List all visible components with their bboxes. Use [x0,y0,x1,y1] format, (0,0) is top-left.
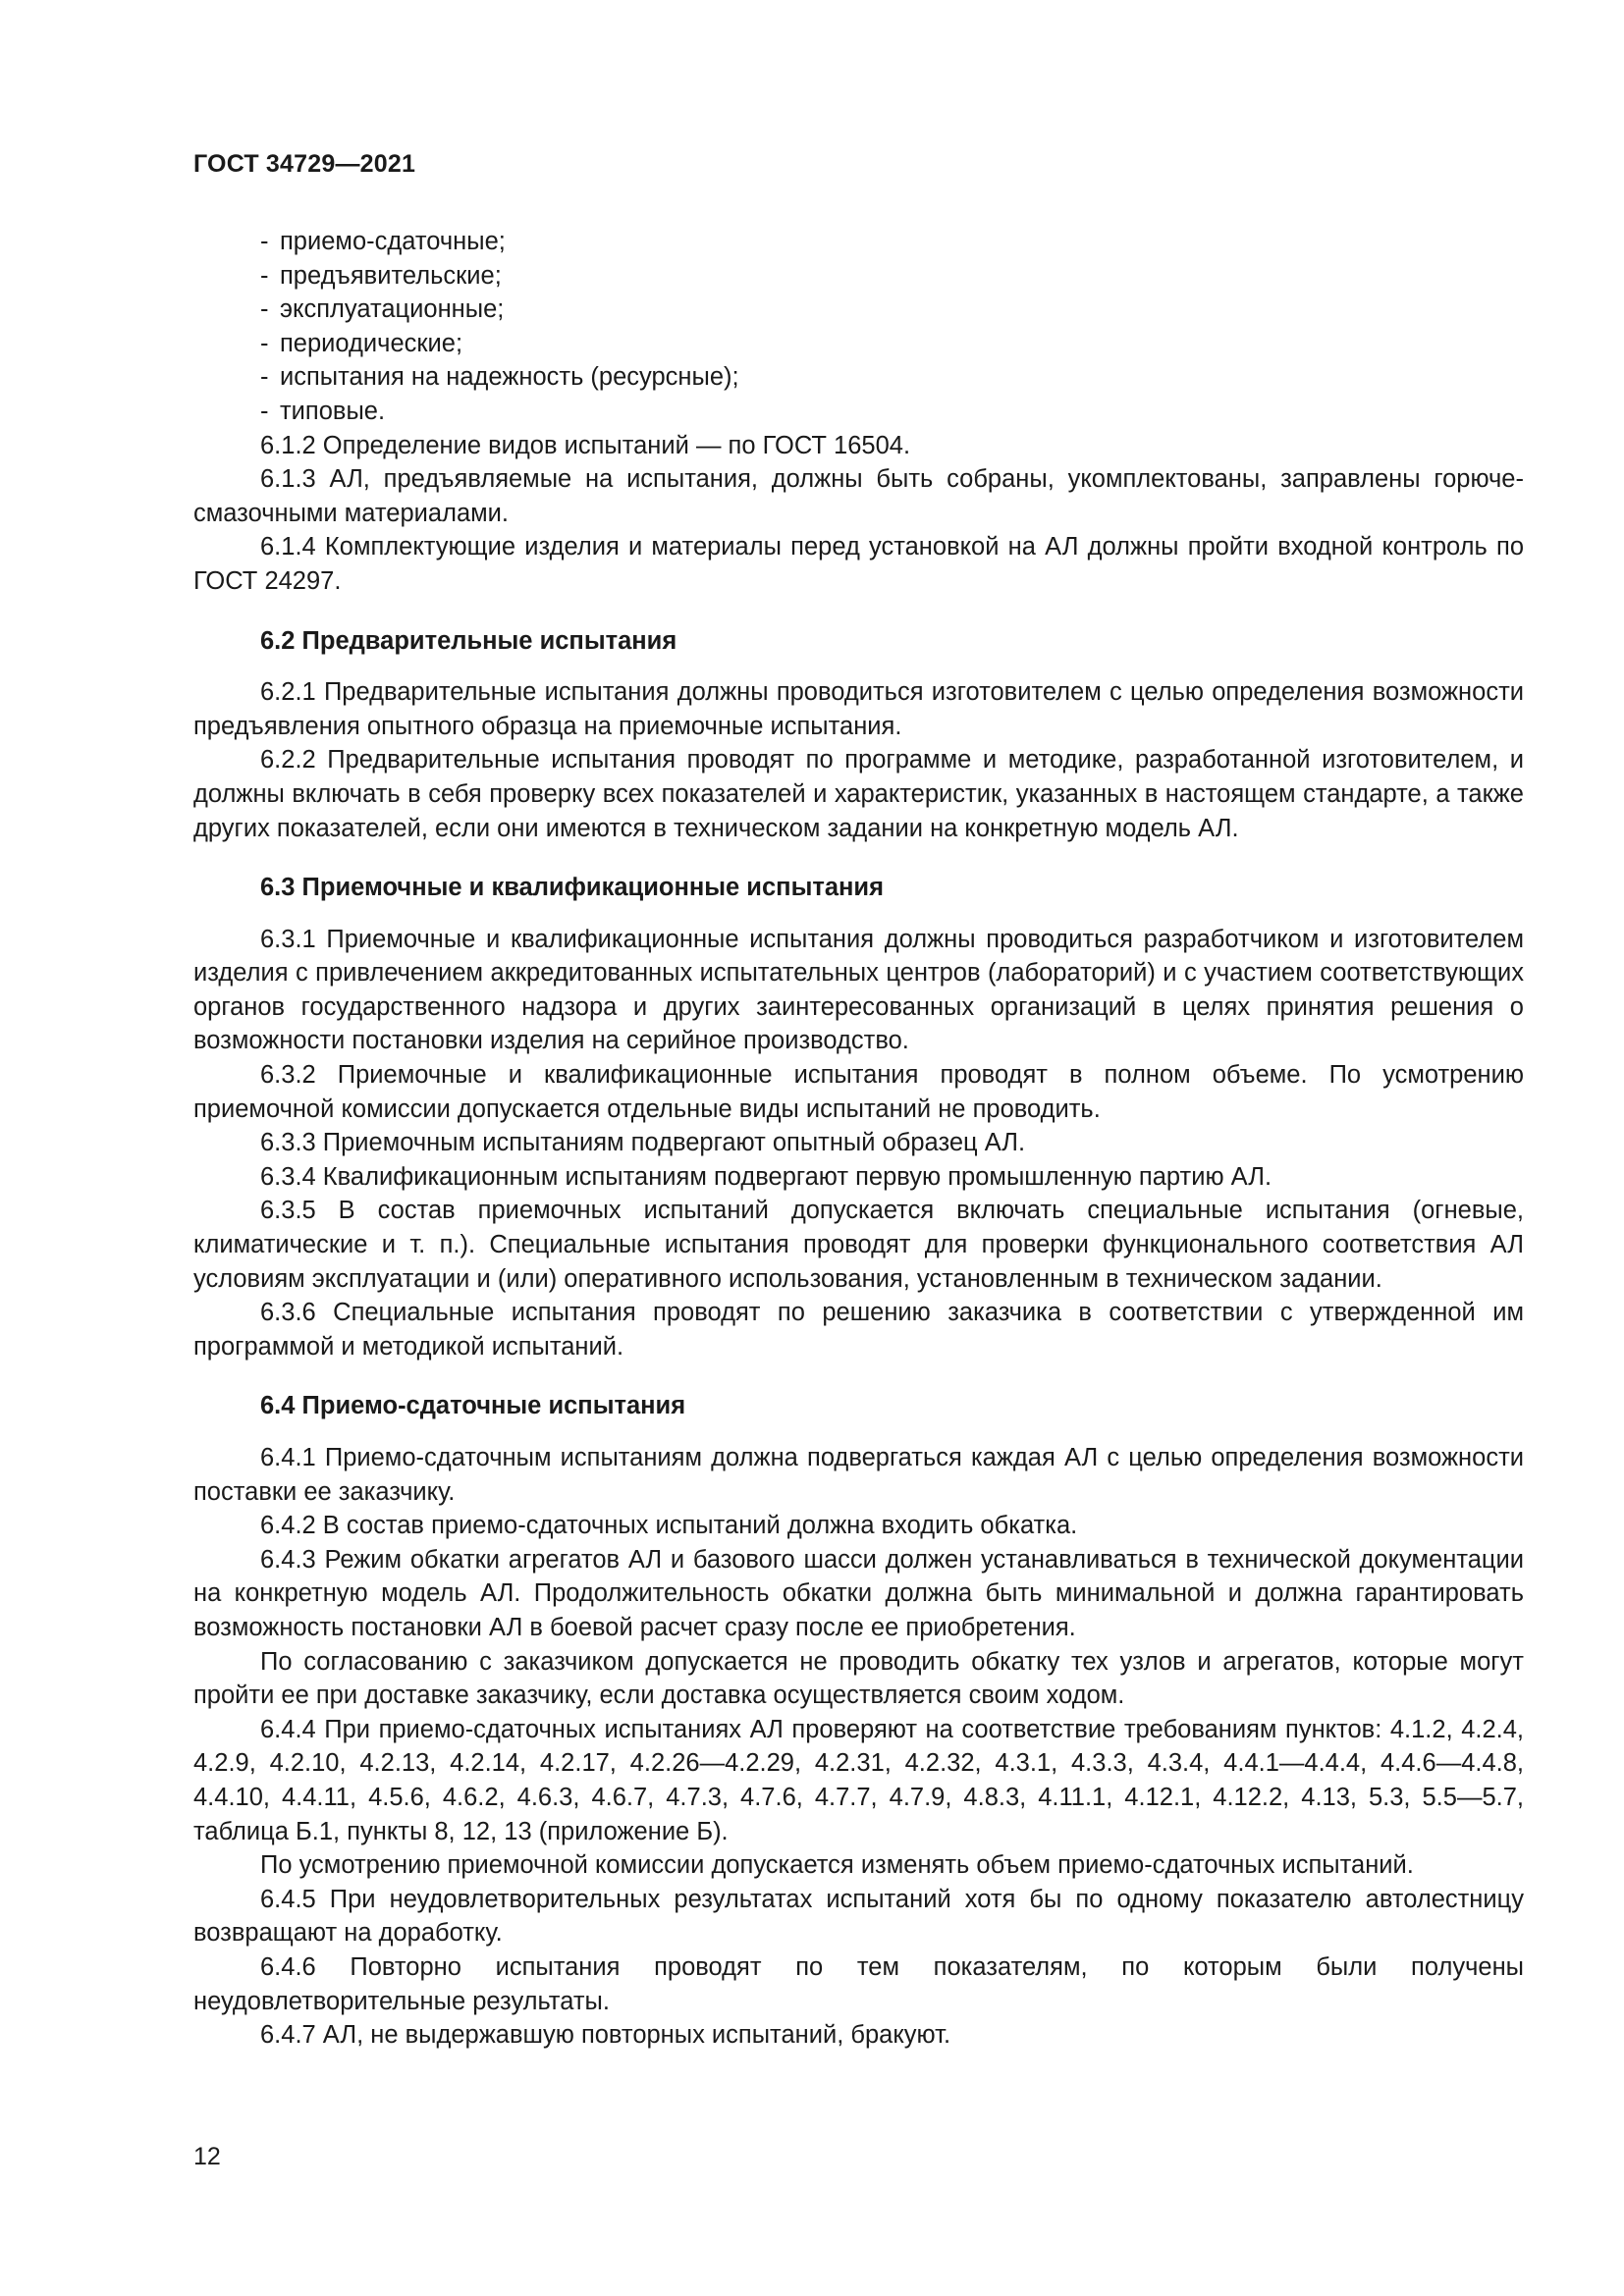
paragraph-6-3-5: 6.3.5 В состав приемочных испытаний допускается включать специальные испытания (огневые, климатические и т. п.). Специальные испытания проводят для проверки функционального соответствия АЛ условиям эксплуатации и (или) оперативного использования, установленным в техническом задании. [193,1197,1524,1293]
paragraph-6-4-3: 6.4.3 Режим обкатки агрегатов АЛ и базового шасси должен устанавливаться в технической документации на конкретную модель АЛ. Продолжительность обкатки должна быть минимальной и должна гарантировать возможность постановки АЛ в боевой расчет сразу после ее приобретения. [193,1545,1524,1641]
paragraph-6-1-2: 6.1.2 Определение видов испытаний — по ГОСТ 16504. [260,431,911,459]
section-heading-6-3: 6.3 Приемочные и квалификационные испытания [260,874,884,902]
list-item-text: приемо-сдаточные; [280,228,506,255]
page-number: 12 [193,2143,221,2170]
list-dash: - [260,329,269,357]
list-item-text: типовые. [280,397,386,425]
list-dash: - [260,295,269,324]
paragraph-6-3-2: 6.3.2 Приемочные и квалификационные испытания проводят в полном объеме. По усмотрению приемочной комиссии допускается отдельные виды испытаний не проводить. [193,1061,1524,1123]
list-item [193,259,1524,294]
paragraph-6-4-7: 6.4.7 АЛ, не выдержавшую повторных испытаний, бракуют. [260,2021,951,2050]
list-item [193,360,1524,395]
list-dash: - [260,397,269,425]
paragraph-6-3-6: 6.3.6 Специальные испытания проводят по решению заказчика в соответствии с утвержденной им программой и методикой испытаний. [193,1299,1524,1361]
section-heading-6-2: 6.2 Предварительные испытания [260,626,677,655]
paragraph-6-4-4: 6.4.4 При приемо-сдаточных испытаниях АЛ проверяют на соответствие требованиям пунктов: 4.1.2, 4.2.4, 4.2.9, 4.2.10, 4.2.13, 4.2.14, 4.2.17, 4.2.26—4.2.29, 4.2.31, 4.2.32, 4.3.1, 4.3.3, 4.3.4, 4.4.1—4.4.4, 4.4.6—4.4.8, 4.4.10, 4.4.11, 4.5.6, 4.6.2, 4.6.3, 4.6.7, 4.7.3, 4.7.6, 4.7.7, 4.7.9, 4.8.3, 4.11.1, 4.12.1, 4.12.2, 4.13, 5.3, 5.5—5.7, таблица Б.1, пункты 8, 12, 13 (приложение Б). [193,1715,1524,1845]
paragraph-6-4-4-note: По усмотрению приемочной комиссии допускается изменять объем приемо-сдаточных испытаний. [260,1851,1414,1880]
paragraph-6-4-2: 6.4.2 В состав приемо-сдаточных испытаний должна входить обкатка. [260,1512,1078,1540]
paragraph-6-3-3: 6.3.3 Приемочным испытаниям подвергают опытный образец АЛ. [260,1129,1026,1157]
paragraph-6-3-4: 6.3.4 Квалификационным испытаниям подвергают первую промышленную партию АЛ. [260,1162,1272,1191]
paragraph-6-2-2: 6.2.2 Предварительные испытания проводят по программе и методике, разработанной изготовителем, и должны включать в себя проверку всех показателей и характеристик, указанных в настоящем стандарте, а также других показателей, если они имеются в техническом задании на конкретную модель АЛ. [193,746,1524,842]
list-dash: - [260,261,269,290]
paragraph-6-1-4: 6.1.4 Комплектующие изделия и материалы перед установкой на АЛ должны пройти входной контроль по ГОСТ 24297. [193,533,1524,595]
document-body [193,225,1524,2053]
list-item-text: испытания на надежность (ресурсные); [280,363,739,392]
list-item [193,327,1524,361]
paragraph-6-4-6: 6.4.6 Повторно испытания проводят по тем показателям, по которым были получены неудовлетворительные результаты. [193,1952,1524,2015]
paragraph-6-4-1: 6.4.1 Приемо-сдаточным испытаниям должна подвергаться каждая АЛ с целью определения возможности поставки ее заказчику. [193,1444,1524,1506]
document-header: ГОСТ 34729—2021 [193,150,416,178]
list-item [193,225,1524,259]
list-item-text: эксплуатационные; [280,295,505,324]
paragraph-6-2-1: 6.2.1 Предварительные испытания должны проводиться изготовителем с целью определения возможности предъявления опытного образца на приемочные испытания. [193,678,1524,740]
paragraph-6-1-3: 6.1.3 АЛ, предъявляемые на испытания, должны быть собраны, укомплектованы, заправлены горюче-смазочными материалами. [193,465,1524,527]
paragraph-6-3-1: 6.3.1 Приемочные и квалификационные испытания должны проводиться разработчиком и изготовителем изделия с привлечением аккредитованных испытательных центров (лабораторий) и с участием соответствующих органов государственного надзора и других заинтересованных организаций в целях принятия решения о возможности постановки изделия на серийное производство. [193,925,1524,1055]
list-dash: - [260,228,269,255]
list-item [193,395,1524,429]
list-item [193,293,1524,327]
paragraph-6-4-5: 6.4.5 При неудовлетворительных результатах испытаний хотя бы по одному показателю автолестницу возвращают на доработку. [193,1885,1524,1948]
list-item-text: предъявительские; [280,261,502,290]
section-heading-6-4: 6.4 Приемо-сдаточные испытания [260,1392,686,1420]
list-item-text: периодические; [280,329,463,357]
list-dash: - [260,363,269,392]
paragraph-6-4-3-note: По согласованию с заказчиком допускается не проводить обкатку тех узлов и агрегатов, которые могут пройти ее при доставке заказчику, если доставка осуществляется своим ходом. [193,1647,1524,1710]
